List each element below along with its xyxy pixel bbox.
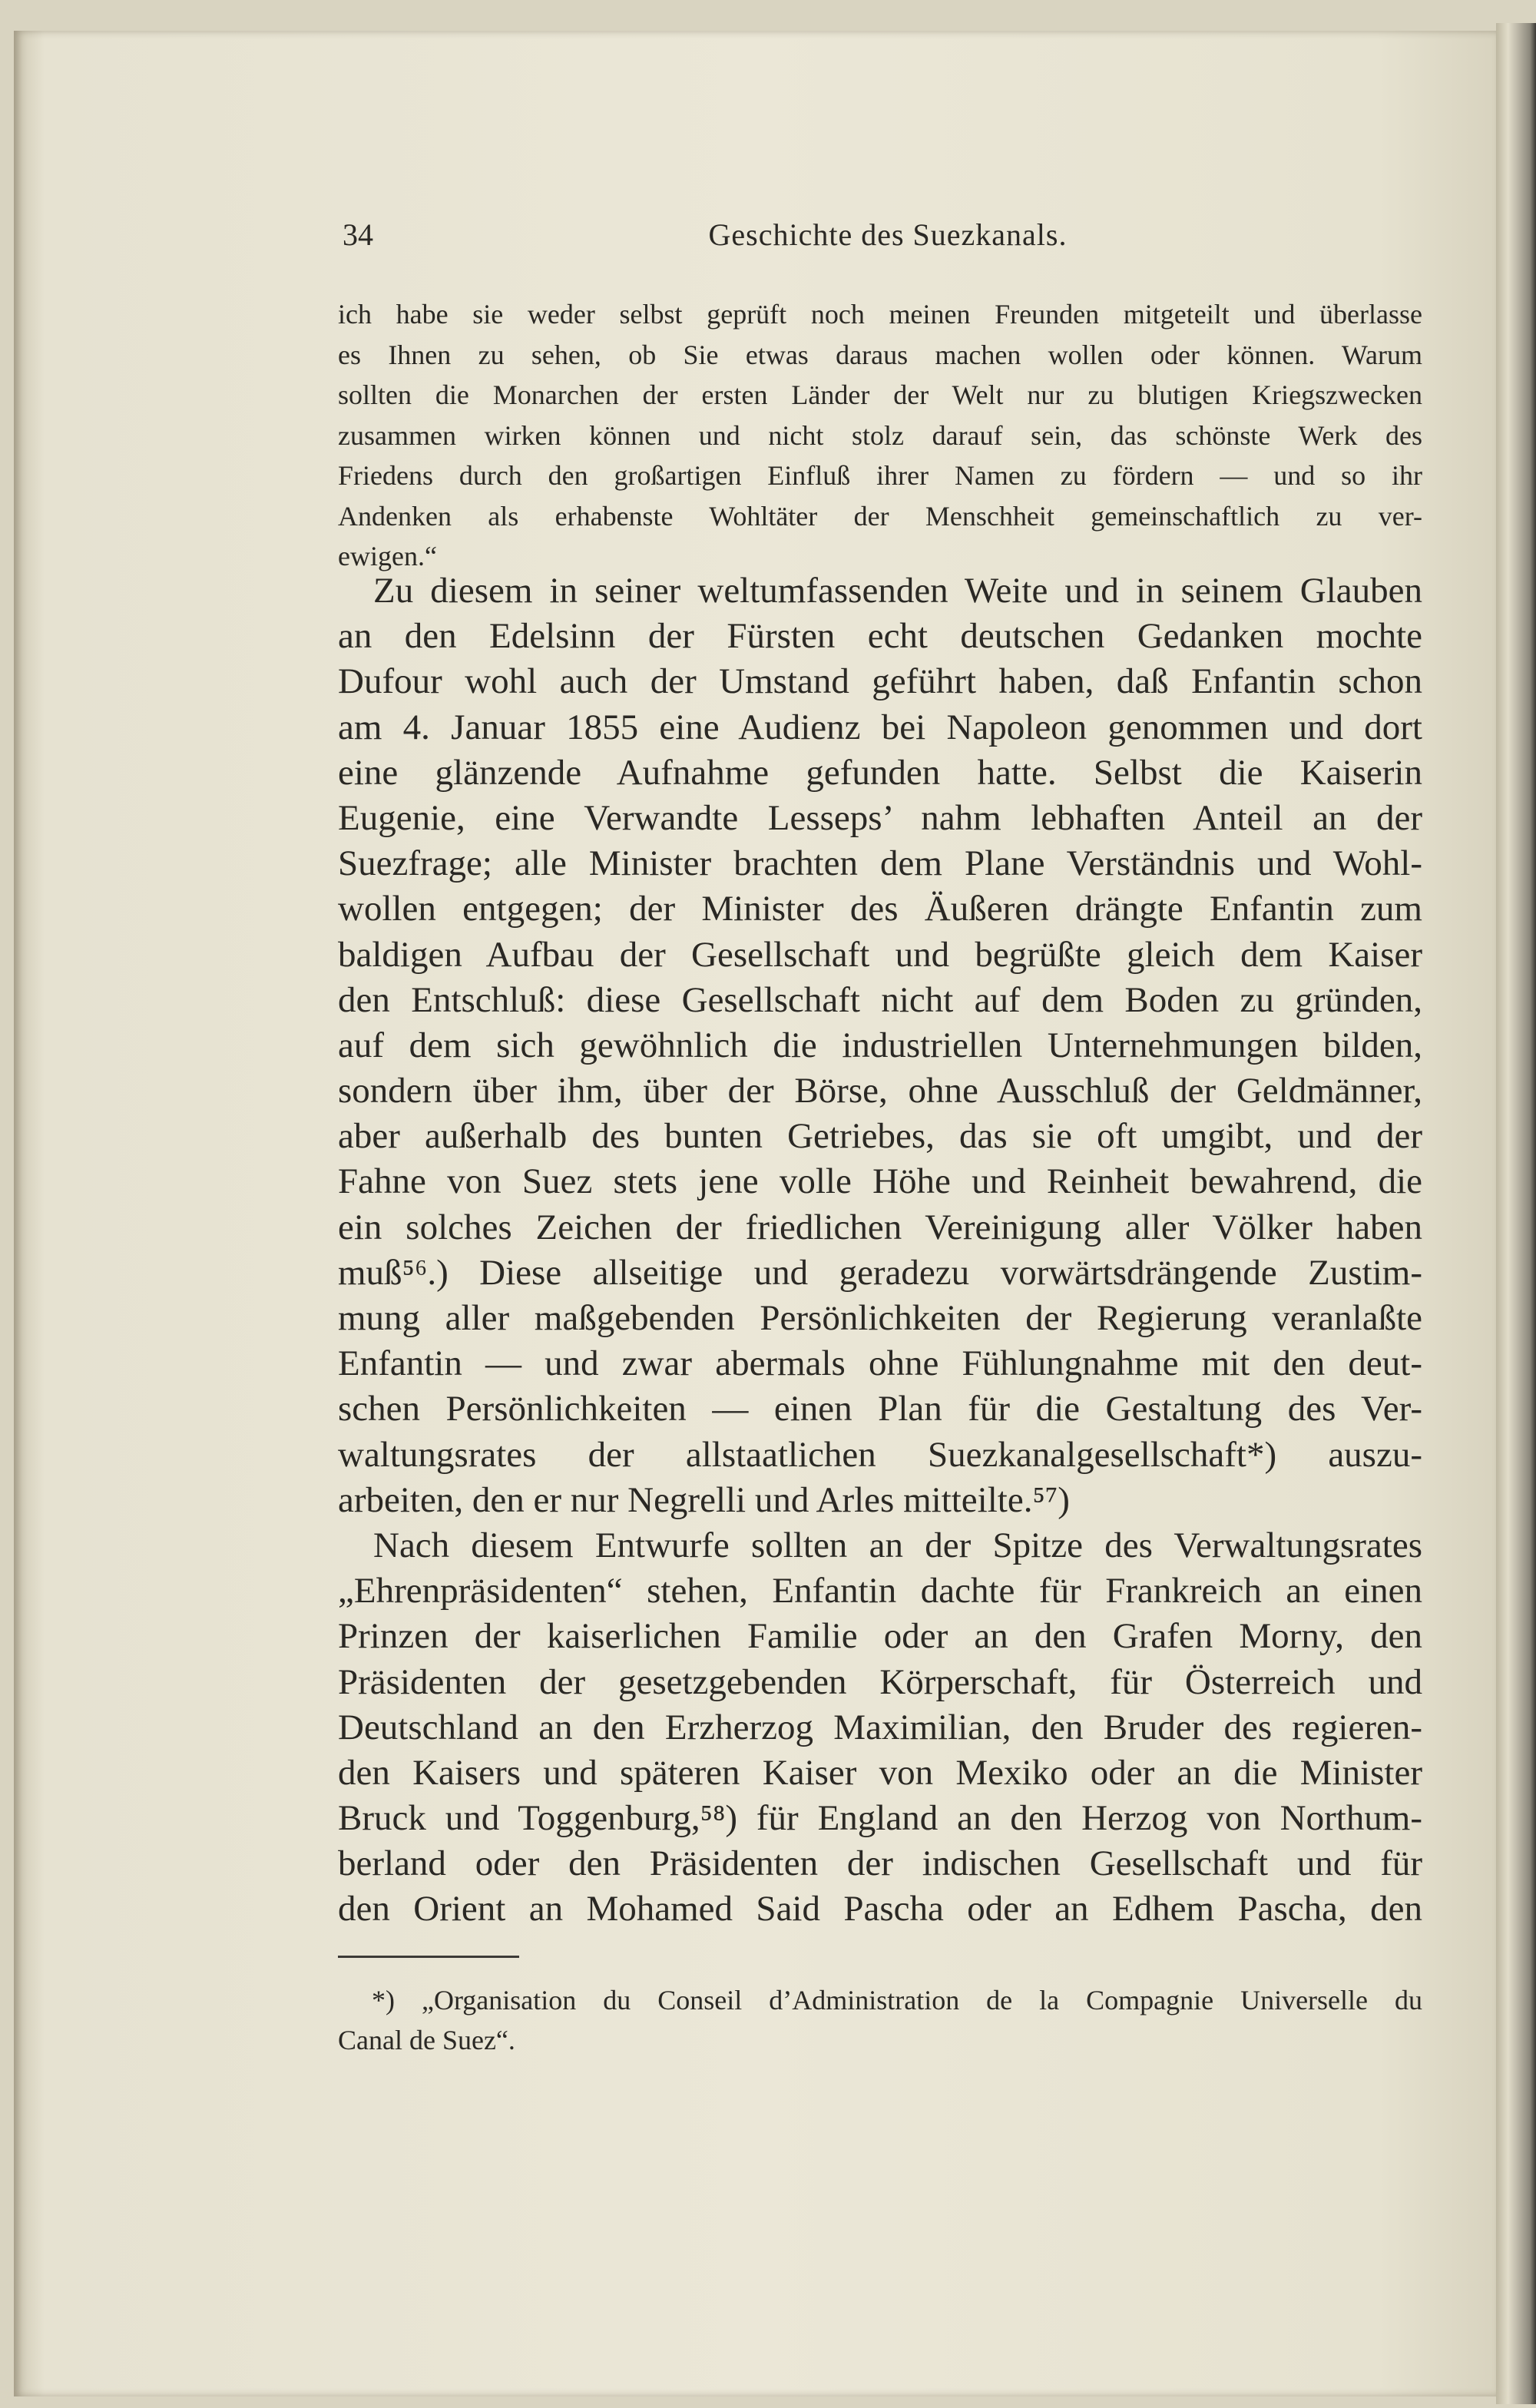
text-line: berland oder den Präsidenten der indischen Gesellschaft und für: [338, 1843, 1422, 1884]
page-number: 34: [343, 217, 373, 252]
text-line: sollten die Monarchen der ersten Länder der Welt nur zu blutigen Kriegszwecken: [338, 379, 1422, 410]
footnote-rule: [338, 1956, 519, 1958]
text-line: Suezfrage; alle Minister brachten dem Plane Verständnis und Wohl-: [338, 843, 1422, 884]
text-line: sondern über ihm, über der Börse, ohne Ausschluß der Geldmänner,: [338, 1071, 1422, 1111]
text-line: Eugenie, eine Verwandte Lesseps’ nahm lebhaften Anteil an der: [338, 797, 1422, 838]
text-line: zusammen wirken können und nicht stolz darauf sein, das schönste Werk des: [338, 419, 1422, 451]
text-line: Deutschland an den Erzherzog Maximilian, den Bruder des regieren-: [338, 1707, 1422, 1747]
text-line: Dufour wohl auch der Umstand geführt haben, daß Enfantin schon: [338, 661, 1422, 702]
text-line: schen Persönlichkeiten — einen Plan für die Gestaltung des Ver-: [338, 1389, 1422, 1429]
text-line: es Ihnen zu sehen, ob Sie etwas daraus machen wollen oder können. Warum: [338, 339, 1422, 370]
text-line: am 4. Januar 1855 eine Audienz bei Napoleon genommen und dort: [338, 707, 1422, 747]
text-line: den Entschluß: diese Gesellschaft nicht auf dem Boden zu gründen,: [338, 979, 1422, 1020]
text-line: mung aller maßgebenden Persönlichkeiten der Regierung veranlaßte: [338, 1298, 1422, 1338]
footnote: [338, 1980, 1422, 2060]
text-line: an den Edelsinn der Fürsten echt deutschen Gedanken mochte: [338, 616, 1422, 657]
text-line: aber außerhalb des bunten Getriebes, das sie oft umgibt, und der: [338, 1116, 1422, 1157]
running-header: [343, 217, 1433, 255]
text-line: ein solches Zeichen der friedlichen Vereinigung aller Völker haben: [338, 1207, 1422, 1247]
text-line: Präsidenten der gesetzgebenden Körperschaft, für Österreich und: [338, 1661, 1422, 1702]
next-page-edge: [1496, 23, 1536, 2404]
text-line: Friedens durch den großartigen Einfluß ihrer Namen zu fördern — und so ihr: [338, 460, 1422, 491]
text-line: waltungsrates der allstaatlichen Suezkanalgesellschaft*) auszu-: [338, 1434, 1422, 1475]
text-line: Nach diesem Entwurfe sollten an der Spitze des Verwaltungsrates: [373, 1525, 1422, 1565]
text-line: den Orient an Mohamed Said Pascha oder an Edhem Pascha, den: [338, 1889, 1422, 1929]
text-line: baldigen Aufbau der Gesellschaft und begrüßte gleich dem Kaiser: [338, 934, 1422, 975]
text-line: Zu diesem in seiner weltumfassenden Weite und in seinem Glauben: [373, 571, 1422, 611]
text-line: den Kaisers und späteren Kaiser von Mexiko oder an die Minister: [338, 1752, 1422, 1793]
running-title: Geschichte des Suezkanals.: [708, 217, 1068, 252]
text-line: *) „Organisation du Conseil d’Administration de la Compagnie Universelle du: [372, 1985, 1422, 2015]
text-line: Bruck und Toggenburg,⁵⁸) für England an den Herzog von Northum-: [338, 1798, 1422, 1839]
text-line: Prinzen der kaiserlichen Familie oder an den Grafen Morny, den: [338, 1616, 1422, 1657]
text-line: Enfantin — und zwar abermals ohne Fühlungnahme mit den deut-: [338, 1343, 1422, 1384]
text-line: eine glänzende Aufnahme gefunden hatte. Selbst die Kaiserin: [338, 752, 1422, 793]
text-line: ich habe sie weder selbst geprüft noch meinen Freunden mitgeteilt und überlasse: [338, 299, 1422, 330]
quoted-letter: [338, 294, 1422, 577]
text-line: „Ehrenpräsidenten“ stehen, Enfantin dachte für Frankreich an einen: [338, 1571, 1422, 1611]
text-line: ewigen.“: [338, 541, 437, 571]
text-line: Canal de Suez“.: [338, 2025, 515, 2055]
text-line: wollen entgegen; der Minister des Äußeren drängte Enfantin zum: [338, 889, 1422, 929]
text-line: Andenken als erhabenste Wohltäter der Menschheit gemeinschaftlich zu ver-: [338, 500, 1422, 532]
body-text: [338, 568, 1422, 1933]
text-line: muß⁵⁶.) Diese allseitige und geradezu vorwärtsdrängende Zustim-: [338, 1252, 1422, 1293]
text-line: auf dem sich gewöhnlich die industriellen Unternehmungen bilden,: [338, 1025, 1422, 1065]
text-line: arbeiten, den er nur Negrelli und Arles mitteilte.⁵⁷): [338, 1479, 1070, 1520]
text-line: Fahne von Suez stets jene volle Höhe und Reinheit bewahrend, die: [338, 1161, 1422, 1202]
